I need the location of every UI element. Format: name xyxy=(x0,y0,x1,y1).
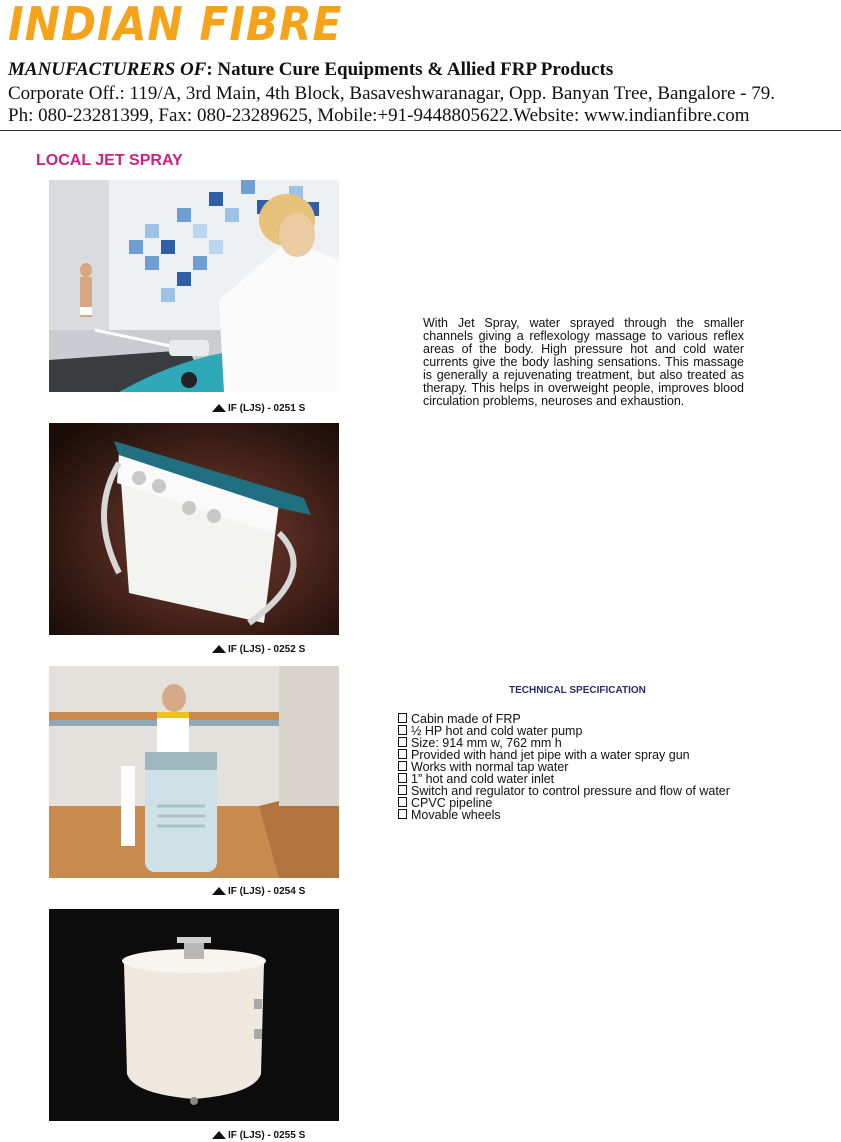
photo-caption: IF (LJS) - 0251 S xyxy=(212,403,305,414)
contact-line: Ph: 080-23281399, Fax: 080-23289625, Mobile:+91-9448805622.Website: www.indianfibre.com xyxy=(8,105,750,126)
list-item: Works with normal tap water xyxy=(398,761,730,773)
manufacturers-line xyxy=(8,59,613,81)
checkbox-icon xyxy=(398,725,407,735)
list-item: Switch and regulator to control pressure and flow of water xyxy=(398,785,730,797)
list-item: ½ HP hot and cold water pump xyxy=(398,725,730,737)
product-description: With Jet Spray, water sprayed through the smaller channels giving a reflexology massage to various reflex areas of the body. High pressure hot and cold water currents give the body lashing sensations. This massage is generally a rejuvenating treatment, but also treated as therapy. This helps in overweight people, improves blood circulation problems, neuroses and exhaustion. xyxy=(423,316,744,408)
address-line: Corporate Off.: 119/A, 3rd Main, 4th Block, Basaveshwaranagar, Opp. Banyan Tree, Bangalore - 79. xyxy=(8,83,775,104)
list-item: Movable wheels xyxy=(398,809,730,821)
products-text: : Nature Cure Equipments & Allied FRP Products xyxy=(206,59,614,80)
spec-title: TECHNICAL SPECIFICATION xyxy=(509,685,646,696)
checkbox-icon xyxy=(398,797,407,807)
checkbox-icon xyxy=(398,785,407,795)
photo-caption: IF (LJS) - 0252 S xyxy=(212,644,305,655)
list-item: Cabin made of FRP xyxy=(398,713,730,725)
checkbox-icon xyxy=(398,737,407,747)
triangle-up-icon xyxy=(212,404,226,412)
spec-list xyxy=(398,713,730,821)
company-logo: INDIAN FIBRE xyxy=(8,0,343,51)
triangle-up-icon xyxy=(212,887,226,895)
checkbox-icon xyxy=(398,749,407,759)
triangle-up-icon xyxy=(212,645,226,653)
checkbox-icon xyxy=(398,809,407,819)
checkbox-icon xyxy=(398,713,407,723)
product-photo-0254 xyxy=(49,666,339,878)
checkbox-icon xyxy=(398,773,407,783)
checkbox-icon xyxy=(398,761,407,771)
list-item: 1” hot and cold water inlet xyxy=(398,773,730,785)
header-divider xyxy=(0,130,841,131)
triangle-up-icon xyxy=(212,1131,226,1139)
list-item: CPVC pipeline xyxy=(398,797,730,809)
product-photo-0251 xyxy=(49,180,339,392)
product-photo-0255 xyxy=(49,909,339,1121)
photo-caption: IF (LJS) - 0254 S xyxy=(212,886,305,897)
list-item: Size: 914 mm w, 762 mm h xyxy=(398,737,730,749)
manufacturers-label: MANUFACTURERS OF xyxy=(8,59,207,80)
photo-caption: IF (LJS) - 0255 S xyxy=(212,1130,305,1141)
section-title: LOCAL JET SPRAY xyxy=(36,152,183,169)
list-item: Provided with hand jet pipe with a water spray gun xyxy=(398,749,730,761)
product-photo-0252 xyxy=(49,423,339,635)
